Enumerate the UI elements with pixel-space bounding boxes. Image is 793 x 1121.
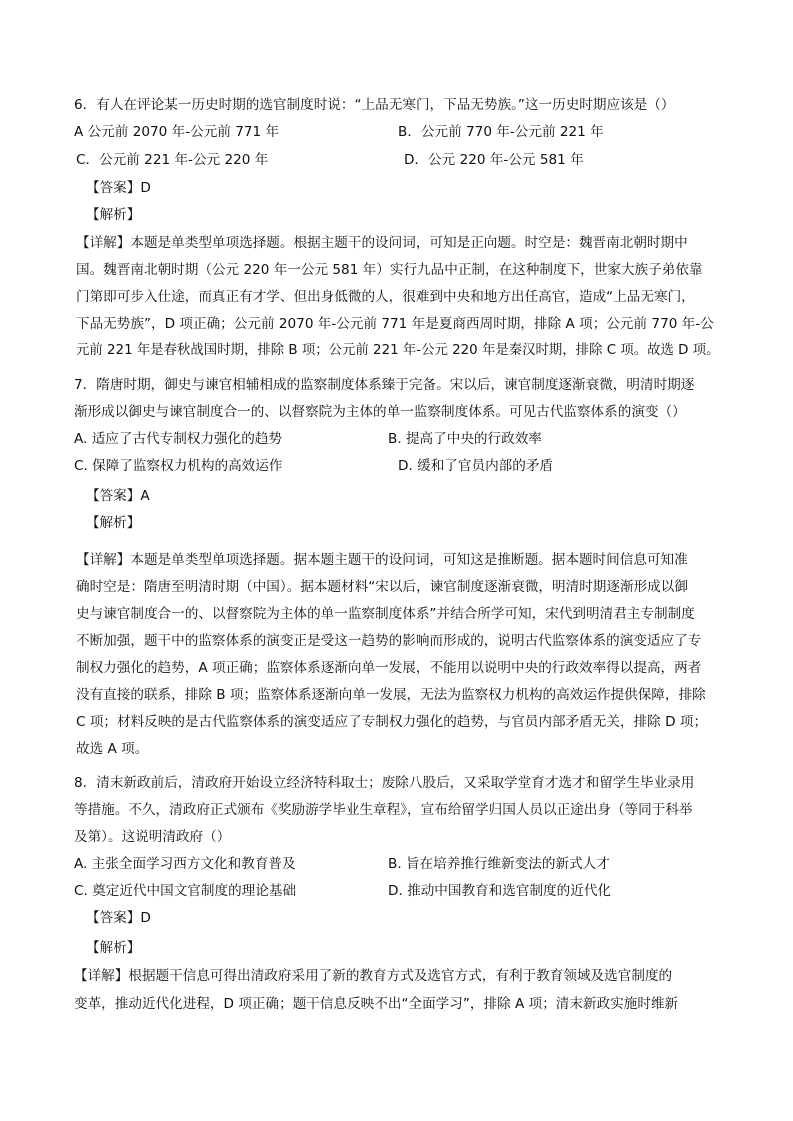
q8-analysis-label: 【解析】: [86, 940, 141, 956]
q8-stem-line: 及第）。这说明清政府（）: [74, 829, 231, 845]
q7-detail-line: 制权力强化的趋势，A 项正确；监察体系逐渐向单一发展，不能用以说明中央的行政效率得以提高，两者: [76, 660, 702, 676]
q7-detail-line: 不断加强，题干中的监察体系的演变正是受这一趋势的影响而形成的，说明古代监察体系的演变适应了专: [76, 633, 702, 649]
q7-analysis-label: 【解析】: [86, 515, 141, 531]
q7-answer: 【答案】A: [86, 488, 150, 504]
q7-stem-line: 7．隋唐时期，御史与谏官相辅相成的监察制度体系臻于完备。宋以后，谏官制度逐渐衰微，明清时期逐: [74, 377, 695, 393]
q6-option-b: B．公元前 770 年-公元前 221 年: [398, 124, 604, 140]
q8-detail-line: 变革，推动近代化进程，D 项正确；题干信息反映不出“全面学习”，排除 A 项；清末新政实施时维新: [74, 996, 679, 1012]
q8-stem-line: 8．清末新政前后，清政府开始设立经济特科取士；废除八股后，又采取学堂育才选才和留学生毕业录用: [74, 775, 695, 791]
q7-stem-line: 渐形成以御史与谏官制度合一的、以督察院为主体的单一监察制度体系。可见古代监察体系的演变（）: [74, 404, 686, 420]
q7-detail-line: 没有直接的联系，排除 B 项；监察体系逐渐向单一发展，无法为监察权力机构的高效运作提供保障，排除: [76, 687, 706, 703]
q7-option-a: A. 适应了古代专制权力强化的趋势: [74, 431, 283, 447]
q7-option-d: D. 缓和了官员内部的矛盾: [398, 458, 554, 474]
q8-stem-line: 等措施。不久，清政府正式颁布《奖励游学毕业生章程》，宣布给留学归国人员以正途出身（等同于科举: [74, 802, 693, 818]
q6-detail-line: 下品无势族”，D 项正确；公元前 2070 年-公元前 771 年是夏商西周时期，排除 A 项；公元前 770 年-公: [76, 316, 714, 332]
q7-detail-line: 确时空是：隋唐至明清时期（中国）。据本题材料“宋以后，谏官制度逐渐衰微，明清时期逐渐形成以御: [76, 579, 688, 595]
q6-detail-line: 【详解】本题是单类型单项选择题。根据主题干的设问词，可知是正向题。时空是：魏晋南北朝时期中: [76, 235, 688, 251]
q6-detail-line: 国。魏晋南北朝时期（公元 220 年一公元 581 年）实行九品中正制，在这种制度下，世家大族子弟依靠: [76, 262, 703, 278]
q7-detail-line: 【详解】本题是单类型单项选择题。据本题主题干的设问词，可知这是推断题。据本题时间信息可知准: [76, 552, 688, 568]
q6-stem: 6．有人在评论某一历史时期的选官制度时说：“上品无寒门，下品无势族。”这一历史时期应该是（）: [74, 97, 675, 113]
q6-option-a: A 公元前 2070 年-公元前 771 年: [74, 124, 280, 140]
q6-option-c: C．公元前 221 年-公元 220 年: [76, 152, 269, 168]
q6-option-d: D．公元 220 年-公元 581 年: [404, 152, 584, 168]
q8-detail-line: 【详解】根据题干信息可得出清政府采用了新的教育方式及选官方式，有利于教育领域及选官制度的: [74, 968, 673, 984]
q8-option-a: A. 主张全面学习西方文化和教育普及: [74, 856, 296, 872]
q7-option-c: C. 保障了监察权力机构的高效运作: [74, 458, 283, 474]
q8-option-d: D. 推动中国教育和选官制度的近代化: [388, 883, 612, 899]
q8-option-b: B. 旨在培养推行维新变法的新式人才: [388, 856, 610, 872]
q7-detail-line: C 项；材料反映的是古代监察体系的演变适应了专制权力强化的趋势，与官员内部矛盾无关，排除 D 项；: [76, 714, 708, 730]
q8-answer: 【答案】D: [86, 910, 151, 926]
q6-detail-line: 门第即可步入仕途，而真正有才学、但出身低微的人，很难到中央和地方出任高官，造成“上品无寒门，: [76, 289, 695, 305]
q7-detail-line: 史与谏官制度合一的、以督察院为主体的单一监察制度体系”并结合所学可知，宋代到明清君主专制制度: [76, 606, 695, 622]
q6-answer: 【答案】D: [86, 180, 151, 196]
q6-analysis-label: 【解析】: [86, 207, 141, 223]
q7-option-b: B. 提高了中央的行政效率: [388, 431, 542, 447]
q7-detail-line: 故选 A 项。: [76, 741, 149, 757]
q6-detail-line: 元前 221 年是春秋战国时期，排除 B 项；公元前 221 年-公元 220 年是秦汉时期，排除 C 项。故选 D 项。: [76, 343, 720, 358]
q8-option-c: C. 奠定近代中国文官制度的理论基础: [74, 883, 297, 899]
